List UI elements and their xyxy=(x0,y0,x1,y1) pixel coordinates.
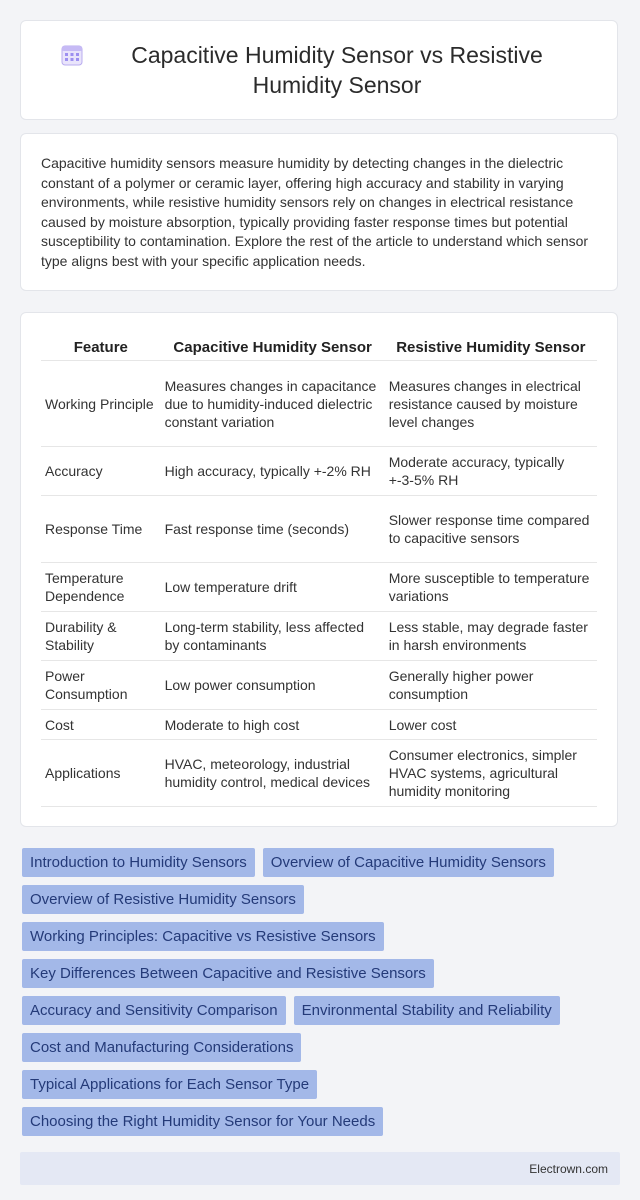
table-cell: Moderate to high cost xyxy=(161,710,385,740)
table-cell: Low power consumption xyxy=(161,661,385,710)
topic-link[interactable]: Introduction to Humidity Sensors xyxy=(22,848,255,877)
table-cell: Slower response time compared to capacitive sensors xyxy=(385,496,597,563)
table-cell: Measures changes in capacitance due to humidity-induced dielectric constant variation xyxy=(161,361,385,447)
topic-link[interactable]: Overview of Resistive Humidity Sensors xyxy=(22,885,304,914)
table-cell: Durability & Stability xyxy=(41,612,161,661)
footer-brand[interactable]: Electrown.com xyxy=(529,1161,608,1176)
table-cell: Measures changes in electrical resistance caused by moisture level changes xyxy=(385,361,597,447)
table-row xyxy=(41,447,597,496)
table-row xyxy=(41,361,597,447)
topic-link[interactable]: Cost and Manufacturing Considerations xyxy=(22,1033,301,1062)
comparison-table xyxy=(41,333,597,807)
table-cell: Long-term stability, less affected by contaminants xyxy=(161,612,385,661)
table-cell: Fast response time (seconds) xyxy=(161,496,385,563)
table-row xyxy=(41,661,597,710)
footer xyxy=(20,1152,620,1185)
column-header: Resistive Humidity Sensor xyxy=(385,333,597,361)
topic-link[interactable]: Environmental Stability and Reliability xyxy=(294,996,560,1025)
table-cell: Moderate accuracy, typically +-3-5% RH xyxy=(385,447,597,496)
table-cell: Working Principle xyxy=(41,361,161,447)
table-cell: Applications xyxy=(41,740,161,807)
topic-link[interactable]: Key Differences Between Capacitive and Resistive Sensors xyxy=(22,959,434,988)
table-cell: Response Time xyxy=(41,496,161,563)
table-cell: Consumer electronics, simpler HVAC systems, agricultural humidity monitoring xyxy=(385,740,597,807)
table-cell: Power Consumption xyxy=(41,661,161,710)
table-cell: More susceptible to temperature variations xyxy=(385,563,597,612)
table-row xyxy=(41,740,597,807)
topic-link[interactable]: Accuracy and Sensitivity Comparison xyxy=(22,996,286,1025)
header-card xyxy=(20,20,618,120)
table-header-row xyxy=(41,333,597,361)
calendar-grid-icon xyxy=(61,44,83,66)
table-cell: Low temperature drift xyxy=(161,563,385,612)
table-row xyxy=(41,563,597,612)
table-cell: Lower cost xyxy=(385,710,597,740)
intro-text: Capacitive humidity sensors measure humidity by detecting changes in the dielectric constant of a polymer or ceramic layer, offering high accuracy and stability in varying environments, while resistive humidity sensors rely on changes in electrical resistance caused by moisture absorption, typically providing faster response times but potential susceptibility to contamination. Explore the rest of the article to understand which sensor type aligns best with your specific application needs. xyxy=(41,155,589,269)
table-cell: Generally higher power consumption xyxy=(385,661,597,710)
topic-link[interactable]: Typical Applications for Each Sensor Type xyxy=(22,1070,317,1099)
column-header: Feature xyxy=(41,333,161,361)
table-row xyxy=(41,612,597,661)
table-cell: Temperature Dependence xyxy=(41,563,161,612)
table-row xyxy=(41,710,597,740)
topic-link[interactable]: Overview of Capacitive Humidity Sensors xyxy=(263,848,554,877)
table-cell: High accuracy, typically +-2% RH xyxy=(161,447,385,496)
intro-card xyxy=(20,133,618,291)
topic-link[interactable]: Working Principles: Capacitive vs Resistive Sensors xyxy=(22,922,384,951)
table-row xyxy=(41,496,597,563)
comparison-table-card xyxy=(20,312,618,827)
page-title: Capacitive Humidity Sensor vs Resistive Humidity Sensor xyxy=(131,42,543,98)
column-header: Capacitive Humidity Sensor xyxy=(161,333,385,361)
related-topics xyxy=(22,848,612,1144)
table-cell: Less stable, may degrade faster in harsh environments xyxy=(385,612,597,661)
table-cell: Cost xyxy=(41,710,161,740)
topic-link[interactable]: Choosing the Right Humidity Sensor for Your Needs xyxy=(22,1107,383,1136)
table-cell: HVAC, meteorology, industrial humidity control, medical devices xyxy=(161,740,385,807)
table-cell: Accuracy xyxy=(41,447,161,496)
